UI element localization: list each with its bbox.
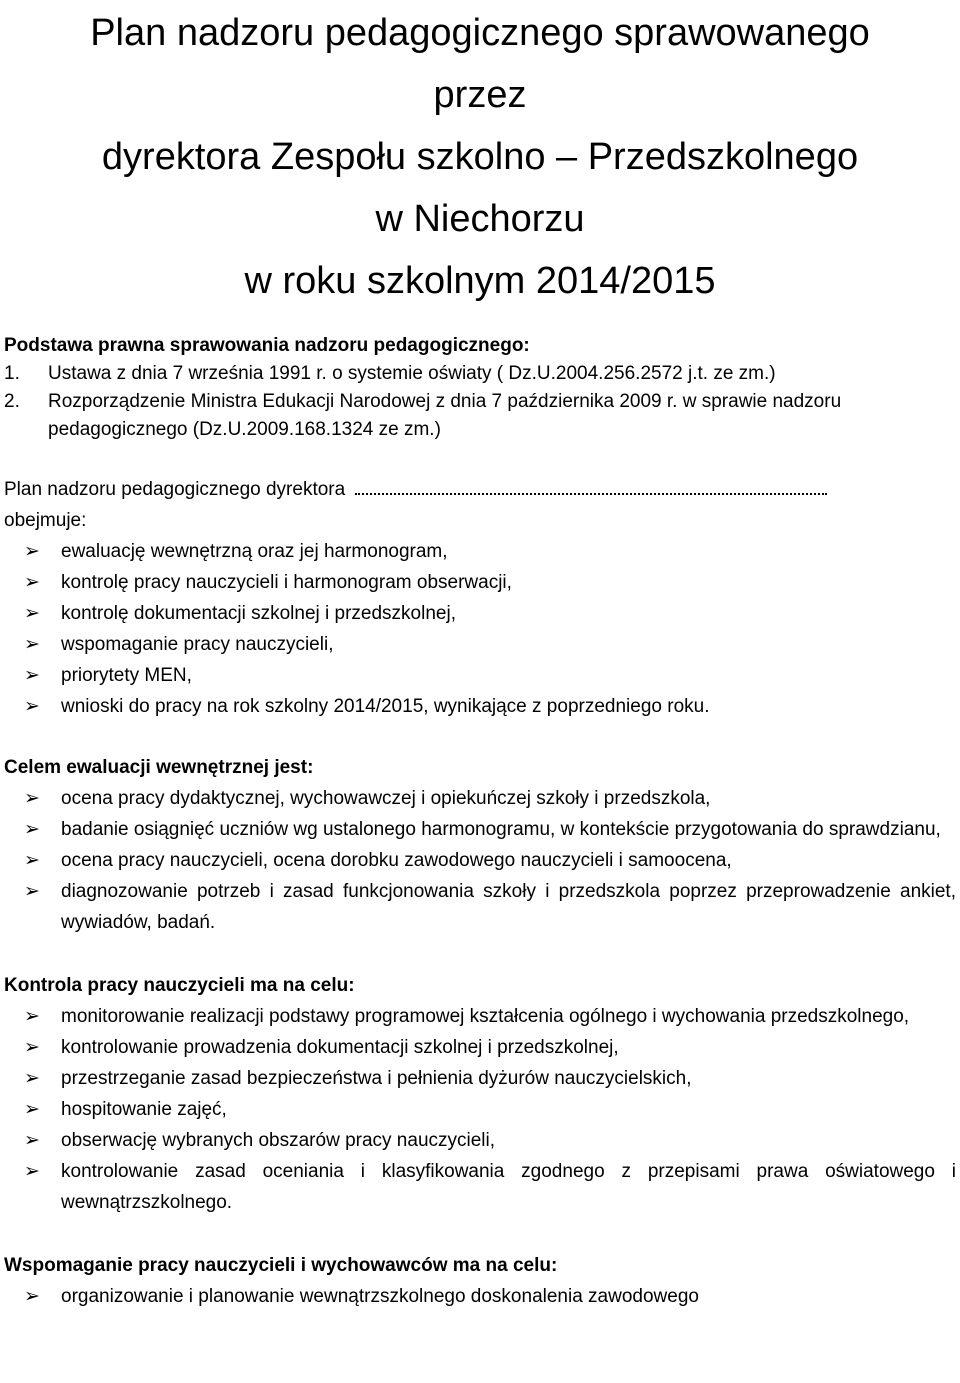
list-item: [4, 1094, 956, 1125]
list-item: [4, 567, 956, 598]
list-item-text: ocena pracy dydaktycznej, wychowawczej i opiekuńczej szkoły i przedszkola,: [61, 788, 711, 809]
legal-basis-heading: Podstawa prawna sprawowania nadzoru pedagogicznego:: [4, 335, 530, 356]
plan-scope-list: [4, 536, 956, 722]
list-item: [4, 629, 956, 660]
list-item-text: wnioski do pracy na rok szkolny 2014/2015, wynikające z poprzedniego roku.: [61, 696, 710, 717]
support-section: [0, 1250, 960, 1312]
list-item: [4, 1281, 956, 1312]
arrow-bullet-icon: ➢: [24, 1099, 40, 1120]
arrow-bullet-icon: ➢: [24, 1286, 40, 1307]
list-item: [4, 1001, 956, 1032]
evaluation-list: [4, 783, 956, 938]
arrow-bullet-icon: ➢: [24, 603, 40, 624]
arrow-bullet-icon: ➢: [24, 665, 40, 686]
list-item-text: hospitowanie zajęć,: [61, 1099, 227, 1120]
list-item: [4, 876, 956, 938]
control-section: [0, 970, 960, 1218]
list-item: [4, 598, 956, 629]
list-item-text: przestrzeganie zasad bezpieczeństwa i pełnienia dyżurów nauczycielskich,: [61, 1068, 692, 1089]
list-item: [4, 536, 956, 567]
list-item-text: organizowanie i planowanie wewnątrzszkolnego doskonalenia zawodowego: [61, 1286, 699, 1307]
legal-basis-section: [0, 332, 960, 444]
plan-scope-intro-continued: obejmuje:: [4, 510, 87, 531]
control-heading: Kontrola pracy nauczycieli ma na celu:: [4, 975, 355, 996]
arrow-bullet-icon: ➢: [24, 1130, 40, 1151]
arrow-bullet-icon: ➢: [24, 788, 40, 809]
arrow-bullet-icon: ➢: [24, 1037, 40, 1058]
arrow-bullet-icon: ➢: [24, 1161, 40, 1182]
list-item: [4, 783, 956, 814]
list-item: [4, 1063, 956, 1094]
list-item-text: ocena pracy nauczycieli, ocena dorobku zawodowego nauczycieli i samoocena,: [61, 850, 732, 871]
list-item-text: kontrolę dokumentacji szkolnej i przedszkolnej,: [61, 603, 456, 624]
list-item-text: kontrolowanie zasad oceniania i klasyfikowania zgodnego z przepisami prawa oświatowego i wewnątrzszkolnego.: [61, 1161, 956, 1213]
fill-in-dotted-line: [355, 477, 827, 495]
arrow-bullet-icon: ➢: [24, 1068, 40, 1089]
list-item: [4, 660, 956, 691]
arrow-bullet-icon: ➢: [24, 881, 40, 902]
arrow-bullet-icon: ➢: [24, 572, 40, 593]
evaluation-heading: Celem ewaluacji wewnętrznej jest:: [4, 757, 314, 778]
list-item: [4, 1125, 956, 1156]
list-item: [4, 1156, 956, 1218]
title-line: dyrektora Zespołu szkolno – Przedszkolnego: [101, 136, 859, 178]
list-item: [4, 845, 956, 876]
list-item-text: badanie osiągnięć uczniów wg ustalonego harmonogramu, w kontekście przygotowania do sprawdzianu,: [61, 819, 941, 840]
plan-scope-section: [0, 474, 960, 722]
support-heading: Wspomaganie pracy nauczycieli i wychowawców ma na celu:: [4, 1255, 558, 1276]
list-item-text: kontrolowanie prowadzenia dokumentacji szkolnej i przedszkolnej,: [61, 1037, 619, 1058]
legal-basis-item: [4, 360, 956, 388]
title-line: przez: [433, 74, 527, 116]
list-item-text: obserwację wybranych obszarów pracy nauczycieli,: [61, 1130, 496, 1151]
control-list: [4, 1001, 956, 1218]
plan-scope-intro-text: Plan nadzoru pedagogicznego dyrektora: [4, 479, 346, 500]
title-line: w roku szkolnym 2014/2015: [244, 260, 716, 302]
arrow-bullet-icon: ➢: [24, 850, 40, 871]
list-item-text: priorytety MEN,: [61, 665, 192, 686]
list-item-text: ewaluację wewnętrzną oraz jej harmonogram,: [61, 541, 448, 562]
list-item-text: wspomaganie pracy nauczycieli,: [61, 634, 334, 655]
arrow-bullet-icon: ➢: [24, 819, 40, 840]
document-title: [0, 0, 960, 312]
list-item-text: kontrolę pracy nauczycieli i harmonogram obserwacji,: [61, 572, 512, 593]
title-line: w Niechorzu: [375, 198, 585, 240]
list-item: [4, 1032, 956, 1063]
list-item-text: monitorowanie realizacji podstawy programowej kształcenia ogólnego i wychowania przedszkolnego,: [61, 1006, 910, 1027]
legal-basis-number: 1.: [4, 363, 20, 384]
legal-basis-number: 2.: [4, 391, 20, 412]
legal-basis-text: Rozporządzenie Ministra Edukacji Narodowej z dnia 7 października 2009 r. w sprawie nadzoru pedagogicznego (Dz.U.2009.168.1324 ze zm.): [48, 391, 842, 440]
arrow-bullet-icon: ➢: [24, 696, 40, 717]
plan-scope-intro: [4, 474, 956, 505]
title-line: Plan nadzoru pedagogicznego sprawowanego: [90, 12, 870, 54]
legal-basis-item: [4, 388, 956, 444]
list-item: [4, 691, 956, 722]
list-item-text: diagnozowanie potrzeb i zasad funkcjonowania szkoły i przedszkola poprzez przeprowadzenie ankiet, wywiadów, badań.: [61, 881, 956, 933]
arrow-bullet-icon: ➢: [24, 1006, 40, 1027]
arrow-bullet-icon: ➢: [24, 541, 40, 562]
evaluation-section: [0, 752, 960, 938]
legal-basis-text: Ustawa z dnia 7 września 1991 r. o systemie oświaty ( Dz.U.2004.256.2572 j.t. ze zm.): [48, 363, 776, 384]
support-list: [4, 1281, 956, 1312]
arrow-bullet-icon: ➢: [24, 634, 40, 655]
list-item: [4, 814, 956, 845]
